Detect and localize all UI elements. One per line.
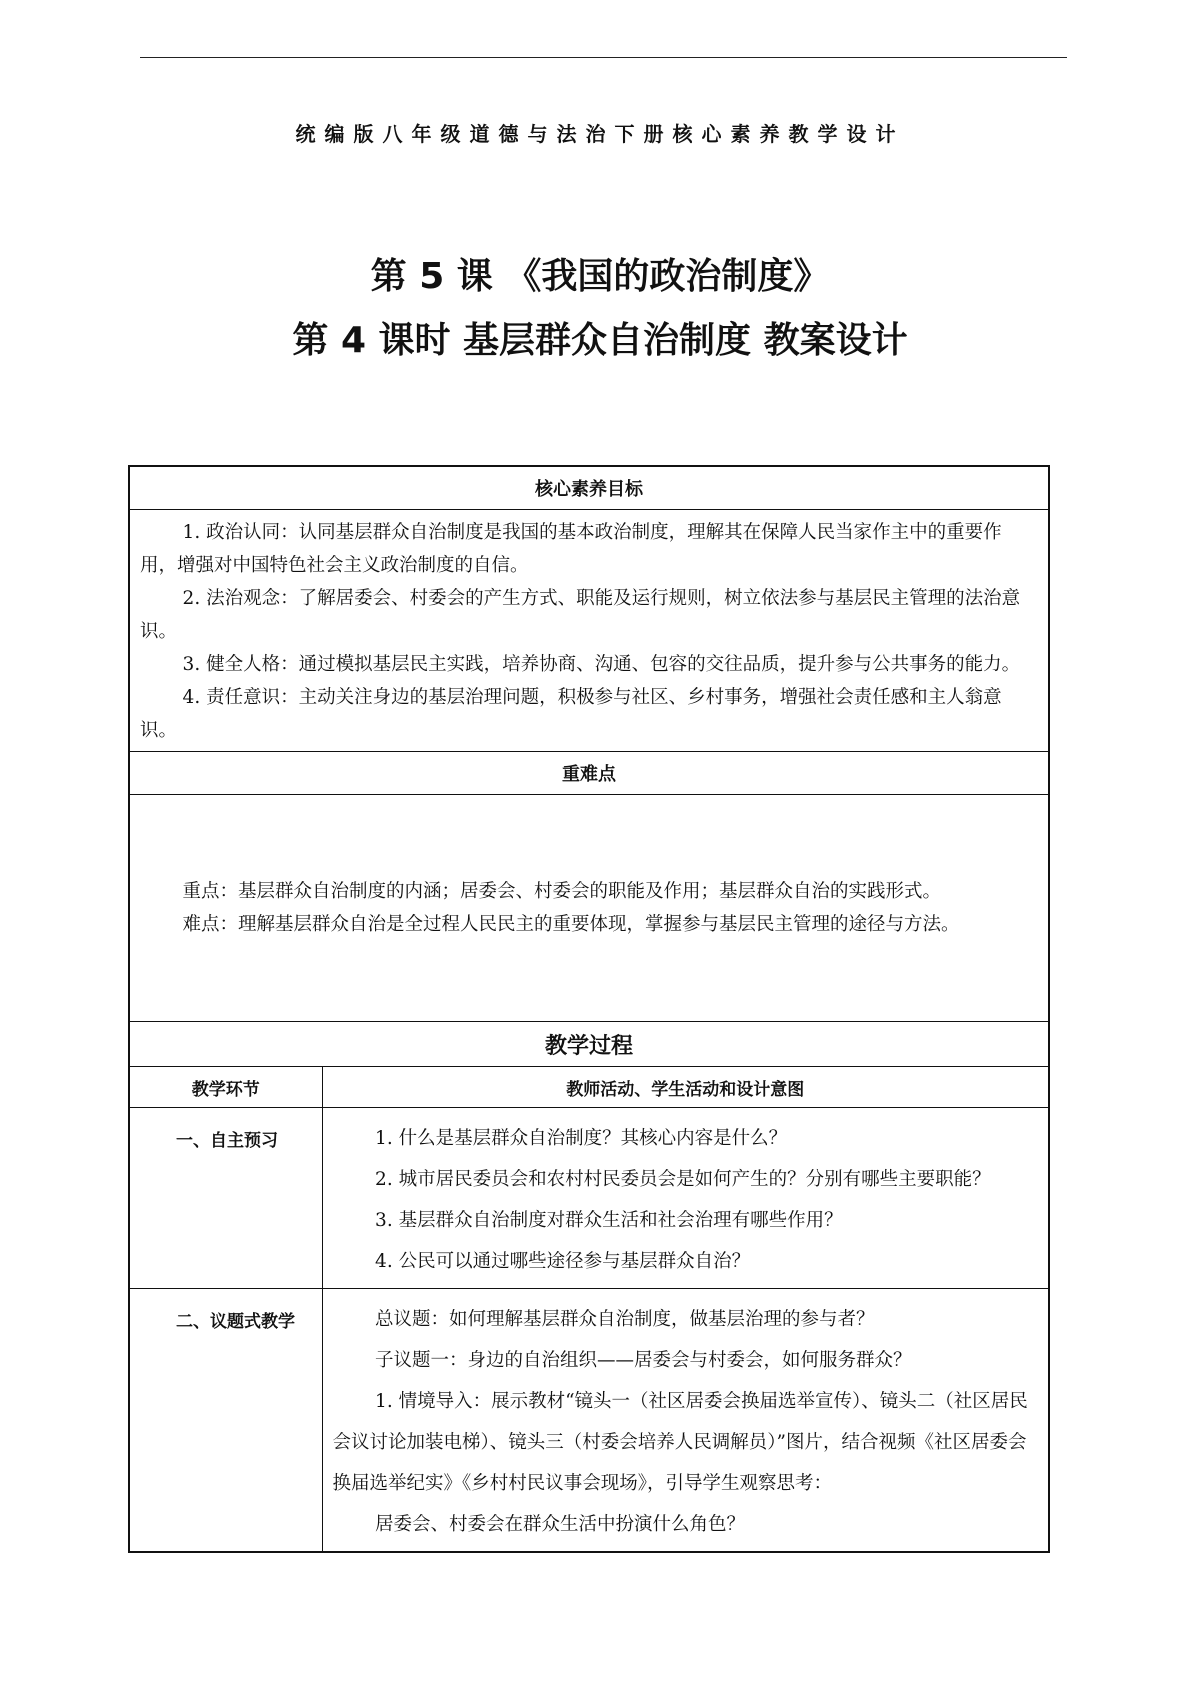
key-point: 重点：基层群众自治制度的内涵；居委会、村委会的职能及作用；基层群众自治的实践形式。 xyxy=(182,881,942,902)
activity-line: 1. 情境导入：展示教材“镜头一（社区居委会换届选举宣传）、镜头二（社区居民会议讨论加装电梯）、镜头三（村委会培养人民调解员）”图片，结合视频《社区居委会换届选举纪实》《乡村村民议事会现场》，引导学生观察思考： xyxy=(332,1391,1028,1494)
series-title: 统编版八年级道德与法治下册核心素养教学设计 xyxy=(295,122,905,146)
activity-line: 4. 公民可以通过哪些途径参与基层群众自治？ xyxy=(375,1251,751,1272)
stage-name: 二、议题式教学 xyxy=(176,1312,295,1332)
goal-item: 1. 政治认同：认同基层群众自治制度是我国的基本政治制度，理解其在保障人民当家作主中的重要作用，增强对中国特色社会主义政治制度的自信。 xyxy=(140,522,1002,576)
goal-item: 3. 健全人格：通过模拟基层民主实践，培养协商、沟通、包容的交往品质，提升参与公共事务的能力。 xyxy=(182,654,1021,675)
goals-body xyxy=(129,510,1049,752)
stage-name: 一、自主预习 xyxy=(176,1131,278,1151)
stage-cell xyxy=(129,1289,322,1553)
activity-line: 总议题：如何理解基层群众自治制度，做基层治理的参与者？ xyxy=(375,1309,875,1330)
stage-column-header: 教学环节 xyxy=(129,1067,322,1108)
lesson-title: 第 5 课 《我国的政治制度》 xyxy=(370,256,830,297)
activity-line: 子议题一：身边的自治组织——居委会与村委会，如何服务群众？ xyxy=(375,1350,912,1371)
difficulty-point: 难点：理解基层群众自治是全过程人民民主的重要体现，掌握参与基层民主管理的途径与方法。 xyxy=(182,914,960,935)
goal-item: 4. 责任意识：主动关注身边的基层治理问题，积极参与社区、乡村事务，增强社会责任感和主人翁意识。 xyxy=(140,687,1002,741)
header-rule xyxy=(140,57,1067,58)
goal-item: 2. 法治观念：了解居委会、村委会的产生方式、职能及运行规则，树立依法参与基层民主管理的法治意识。 xyxy=(140,588,1021,642)
goals-heading: 核心素养目标 xyxy=(129,466,1049,510)
activity-line: 1. 什么是基层群众自治制度？其核心内容是什么？ xyxy=(375,1128,788,1149)
activity-line: 3. 基层群众自治制度对群众生活和社会治理有哪些作用？ xyxy=(375,1210,843,1231)
activity-line: 居委会、村委会在群众生活中扮演什么角色？ xyxy=(375,1514,746,1535)
stage-cell xyxy=(129,1108,322,1289)
activity-cell xyxy=(322,1108,1049,1289)
lesson-plan-table xyxy=(128,465,1050,1553)
activity-line: 2. 城市居民委员会和农村村民委员会是如何产生的？分别有哪些主要职能？ xyxy=(375,1169,991,1190)
activity-column-header: 教师活动、学生活动和设计意图 xyxy=(322,1067,1049,1108)
key-points-heading: 重难点 xyxy=(129,752,1049,795)
key-points-body xyxy=(129,795,1049,1022)
period-title: 第 4 课时 基层群众自治制度 教案设计 xyxy=(292,320,908,361)
activity-cell xyxy=(322,1289,1049,1553)
process-heading: 教学过程 xyxy=(129,1022,1049,1067)
